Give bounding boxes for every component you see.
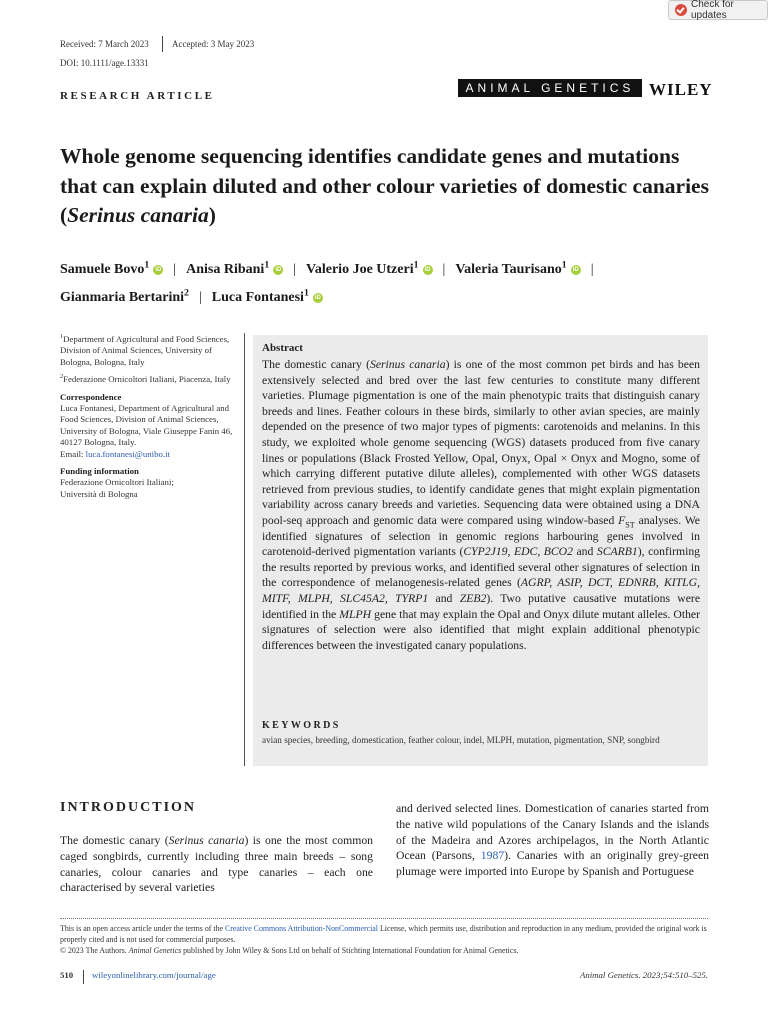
- check-updates-label: Check for updates: [691, 0, 734, 21]
- footer-divider: [60, 918, 708, 919]
- article-type: RESEARCH ARTICLE: [60, 90, 215, 102]
- page-footer: [60, 970, 708, 984]
- article-title: Whole genome sequencing identifies candidate genes and mutations that can explain diluted and other colour varieties of domestic canaries (Serinus canaria): [60, 144, 709, 227]
- check-updates-icon: [675, 4, 687, 16]
- funding-1: Federazione Ornicoltori Italiani;: [60, 477, 174, 488]
- affiliation-1: $^1$Department of Agricultural and Food Sciences, Division of Animal Sciences, University of Bologna, Bologna, Italy: [60, 334, 230, 367]
- license-notice: This is an open access article under the terms of the Creative Commons Attribution-NonCommercial License, which permits use, distribution and reproduction in any medium, provided the original work is properly cited and is not used for commercial purposes. © 2023 The Authors. Animal Genetics published by John Wiley & Sons Ltd on behalf of Stichting International Foundation for Animal Genetics.: [60, 924, 707, 955]
- orcid-icon[interactable]: iD: [572, 266, 579, 273]
- reference-link[interactable]: 1987: [480, 849, 505, 863]
- author[interactable]: Luca Fontanesi$^1$ iD: [211, 287, 321, 305]
- author[interactable]: Valerio Joe Utzeri$^1$ iD: [306, 259, 431, 277]
- license-link[interactable]: Creative Commons Attribution-NonCommercial: [225, 924, 378, 933]
- page-number: 510: [60, 970, 74, 980]
- correspondence-email: Email: luca.fontanesi@unibo.it: [60, 448, 170, 459]
- introduction-heading: INTRODUCTION: [60, 800, 197, 815]
- orcid-icon[interactable]: iD: [275, 266, 282, 273]
- doi: DOI: 10.1111/age.13331: [60, 58, 149, 68]
- journal-url-link[interactable]: wileyonlinelibrary.com/journal/age: [92, 970, 216, 980]
- funding-heading: Funding information: [60, 466, 139, 477]
- correspondence-text: Luca Fontanesi, Department of Agricultural and Food Sciences, Division of Animal Sciences, University of Bologna, Viale Giuseppe Fanin 46, 40127 Bologna, Italy.: [60, 403, 233, 448]
- header-divider: [162, 36, 163, 52]
- funding-2: Università di Bologna: [60, 488, 138, 499]
- check-for-updates-button[interactable]: [668, 0, 768, 20]
- author[interactable]: Samuele Bovo$^1$ iD: [60, 259, 162, 277]
- correspondence-heading: Correspondence: [60, 391, 122, 402]
- abstract-heading: Abstract: [262, 342, 303, 354]
- author[interactable]: Anisa Ribani$^1$ iD: [186, 259, 282, 277]
- author-list: Samuele Bovo$^1$ iD | Anisa Ribani$^1$ iD | Valerio Joe Utzeri$^1$ iD | Valeria Taurisano$^1$ iD | Gianmaria Bertarini$^2$ | Luca Fontanesi$^1$ iD: [60, 259, 594, 305]
- accepted-date: Accepted: 3 May 2023: [172, 39, 255, 49]
- abstract-text: The domestic canary (Serinus canaria) is one of the most common pet birds and has been extensively selected and bred over the last few centuries to constitute many different varieties. Plumage pigmentation is one of the main phenotypic traits that distinguish canary breeds and lines. Feather colours in these birds, similarly to other avian species, are mainly depended on the presence of two major types of pigments: carotenoids and melanins. In this study, we exploited whole genome sequencing (WGS) datasets produced from five canary lines or populations (Black Frosted Yellow, Opal, Onyx, Opal × Onyx and Mogno, some of which carrying different putative dilute alleles), complemented with other WGS datasets retrieved from previous studies, to identify candidate genes that might explain pigmentation variability across canary breeds and varieties. Sequencing data were obtained using a DNA pool-seq approach and genomic data were compared using window-based $F_{ST}$ analyses. We identified signatures of selection in genomic regions harbouring genes involved in carotenoid-derived pigmentation variants (CYP2J19, EDC, BCO2 and SCARB1), confirming the results reported by previous works, and identified several other signatures of selection in the correspondence of melanogenesis-related genes (AGRP, ASIP, DCT, EDNRB, KITLG, MITF, MLPH, SLC45A2, TYRP1 and ZEB2). Two putative causative mutations were identified in the MLPH gene that may explain the Opal and Onyx dilute mutant alleles. Other signatures of selection were also identified that might explain additional phenotypic differences between the investigated canary populations.: [262, 358, 701, 652]
- introduction-right-column: and derived selected lines. Domestication of canaries started from the native wild populations of the Canary Islands and the islands of the Madeira and Azores archipelagos, in the North Atlantic Ocean (Parsons, 1987). Canaries with an originally grey-green plumage were imported into Europe by Spanish and Portuguese: [396, 802, 709, 879]
- orcid-icon[interactable]: iD: [155, 266, 162, 273]
- journal-name: ANIMAL GENETICS: [458, 79, 642, 97]
- author[interactable]: Valeria Taurisano$^1$ iD: [455, 259, 579, 277]
- received-date: Received: 7 March 2023: [60, 39, 149, 49]
- keywords-text: avian species, breeding, domestication, feather colour, indel, MLPH, mutation, pigmentation, SNP, songbird: [262, 735, 660, 745]
- sidebar-divider: [244, 333, 245, 766]
- orcid-icon[interactable]: iD: [424, 266, 431, 273]
- journal-citation: Animal Genetics. 2023;54:510–525.: [579, 970, 708, 980]
- keywords-heading: KEYWORDS: [262, 720, 341, 731]
- orcid-icon[interactable]: iD: [314, 294, 321, 301]
- affiliations-column: [60, 334, 240, 500]
- footer-separator: [83, 970, 84, 984]
- email-link[interactable]: luca.fontanesi@unibo.it: [85, 448, 170, 459]
- introduction-left-column: The domestic canary (Serinus canaria) is one the most common caged songbirds, currently including three main breeds – song canaries, colour canaries and type canaries – each one characterised by several varieties: [60, 834, 374, 895]
- author[interactable]: Gianmaria Bertarini$^2$: [60, 287, 189, 305]
- affiliation-2: $^2$Federazione Ornicoltori Italiani, Piacenza, Italy: [60, 374, 231, 385]
- publisher-logo: WILEY: [649, 80, 713, 99]
